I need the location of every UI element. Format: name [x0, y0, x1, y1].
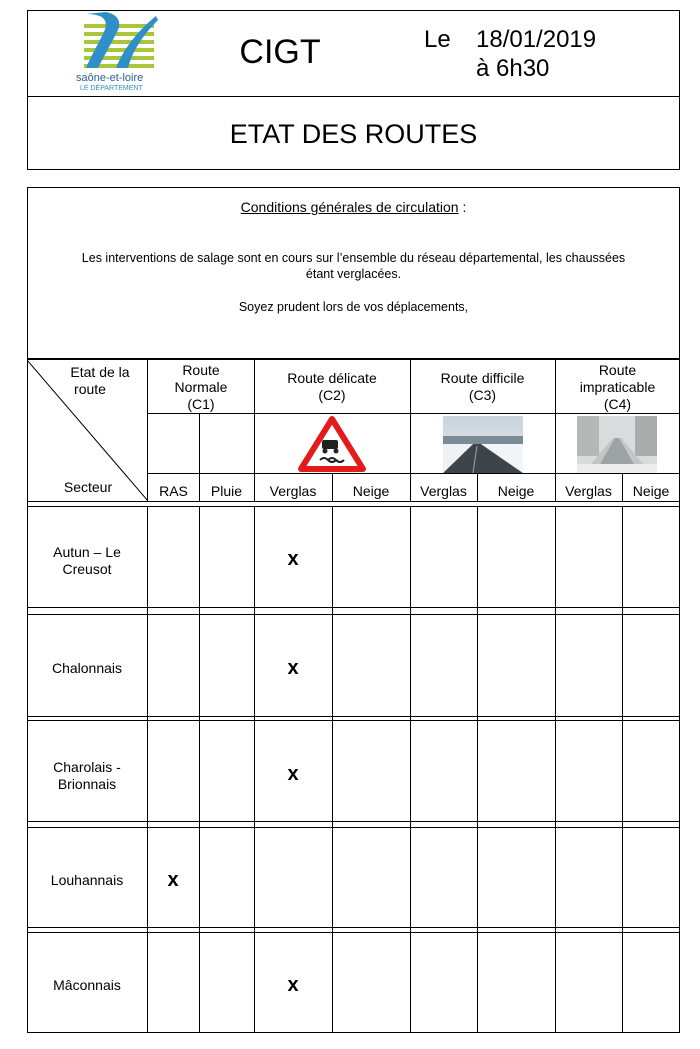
sub-c4-neige: Neige: [632, 483, 670, 499]
document-heading: ETAT DES ROUTES: [229, 119, 478, 149]
group-c4-line-3: (C4): [603, 396, 632, 412]
body-vline: [555, 506, 556, 1033]
sub-ras: RAS: [159, 483, 188, 499]
group-c2-line-2: (C2): [318, 387, 346, 403]
corner-bottom-label: Secteur: [63, 479, 113, 495]
sub-c2-neige: Neige: [352, 483, 390, 499]
row-separator: [27, 506, 680, 507]
header-vline-c2: [254, 360, 255, 501]
group-c1-line-2: Normale: [174, 379, 228, 395]
conditions-heading: [27, 199, 680, 216]
conditions-colon: :: [462, 199, 467, 215]
row-separator: [27, 501, 680, 502]
sub-pluie: Pluie: [210, 483, 243, 499]
body-vline: [622, 506, 623, 1033]
row-separator: [27, 716, 680, 717]
sector-charolais-line-1: Charolais -: [53, 759, 121, 775]
row-separator: [27, 821, 680, 822]
row-separator: [27, 827, 680, 828]
group-c4-line-2: impraticable: [579, 379, 656, 395]
difficult-road-photo: [443, 416, 523, 473]
sector-maconnais: Mâconnais: [53, 977, 121, 993]
sector-autun-line-1: Autun – Le: [53, 544, 121, 560]
body-vline: [147, 506, 148, 1033]
body-vline: [477, 506, 478, 1033]
image-row-line: [148, 473, 680, 474]
status-mark: x: [287, 974, 299, 996]
header-vline-c3: [410, 360, 411, 501]
group-c1-line-3: (C1): [187, 396, 215, 412]
group-c3-line-1: Route difficile: [440, 370, 525, 386]
body-vline: [410, 506, 411, 1033]
conditions-label: Conditions générales de circulation: [240, 199, 459, 215]
body-vline: [254, 506, 255, 1033]
header-vline-c0: [147, 360, 148, 501]
logo-name: saône-et-loire: [76, 72, 144, 84]
conditions-line-3: Soyez prudent lors de vos déplacements,: [238, 300, 469, 314]
group-c4-line-1: Route: [598, 362, 637, 378]
row-separator: [27, 607, 680, 608]
sector-louhannais: Louhannais: [50, 872, 124, 888]
header-divider: [27, 96, 680, 97]
report-time: à 6h30: [476, 55, 550, 82]
sub-c3-neige: Neige: [497, 483, 535, 499]
sector-chalonnais: Chalonnais: [51, 660, 123, 676]
slippery-road-warning-icon: [298, 416, 366, 472]
sub-c3-verglas: Verglas: [420, 483, 467, 499]
group-c3-line-2: (C3): [468, 387, 497, 403]
group-header-line: [148, 413, 680, 414]
body-vline: [332, 506, 333, 1033]
corner-top-line-2: route: [74, 381, 106, 397]
row-separator: [27, 720, 680, 721]
conditions-line-2: étant verglacées.: [305, 267, 402, 281]
status-mark: x: [287, 657, 299, 679]
status-mark: x: [167, 869, 179, 891]
sector-charolais-line-2: Brionnais: [57, 776, 117, 792]
sub-c2-verglas: Verglas: [269, 483, 317, 499]
row-separator: [27, 932, 680, 933]
corner-top-line-1: Etat de la: [70, 364, 130, 380]
body-vline: [199, 506, 200, 1033]
logo-subtitle: LE DÉPARTEMENT: [80, 85, 143, 92]
date-prefix: Le: [424, 26, 451, 53]
impassable-road-photo: [577, 416, 657, 473]
row-separator: [27, 927, 680, 928]
status-mark: x: [287, 763, 299, 785]
status-mark: x: [287, 548, 299, 570]
group-c1-line-1: Route: [182, 362, 220, 378]
sector-autun-line-2: Creusot: [62, 561, 112, 577]
report-date: 18/01/2019: [476, 26, 597, 53]
group-c2-line-1: Route délicate: [287, 370, 377, 386]
row-separator: [27, 614, 680, 615]
page-title: CIGT: [239, 33, 321, 71]
header-vline-c4: [555, 360, 556, 501]
conditions-line-1: Les interventions de salage sont en cours sur l’ensemble du réseau départemental, les chaussées: [81, 251, 626, 265]
sub-c4-verglas: Verglas: [565, 483, 612, 499]
